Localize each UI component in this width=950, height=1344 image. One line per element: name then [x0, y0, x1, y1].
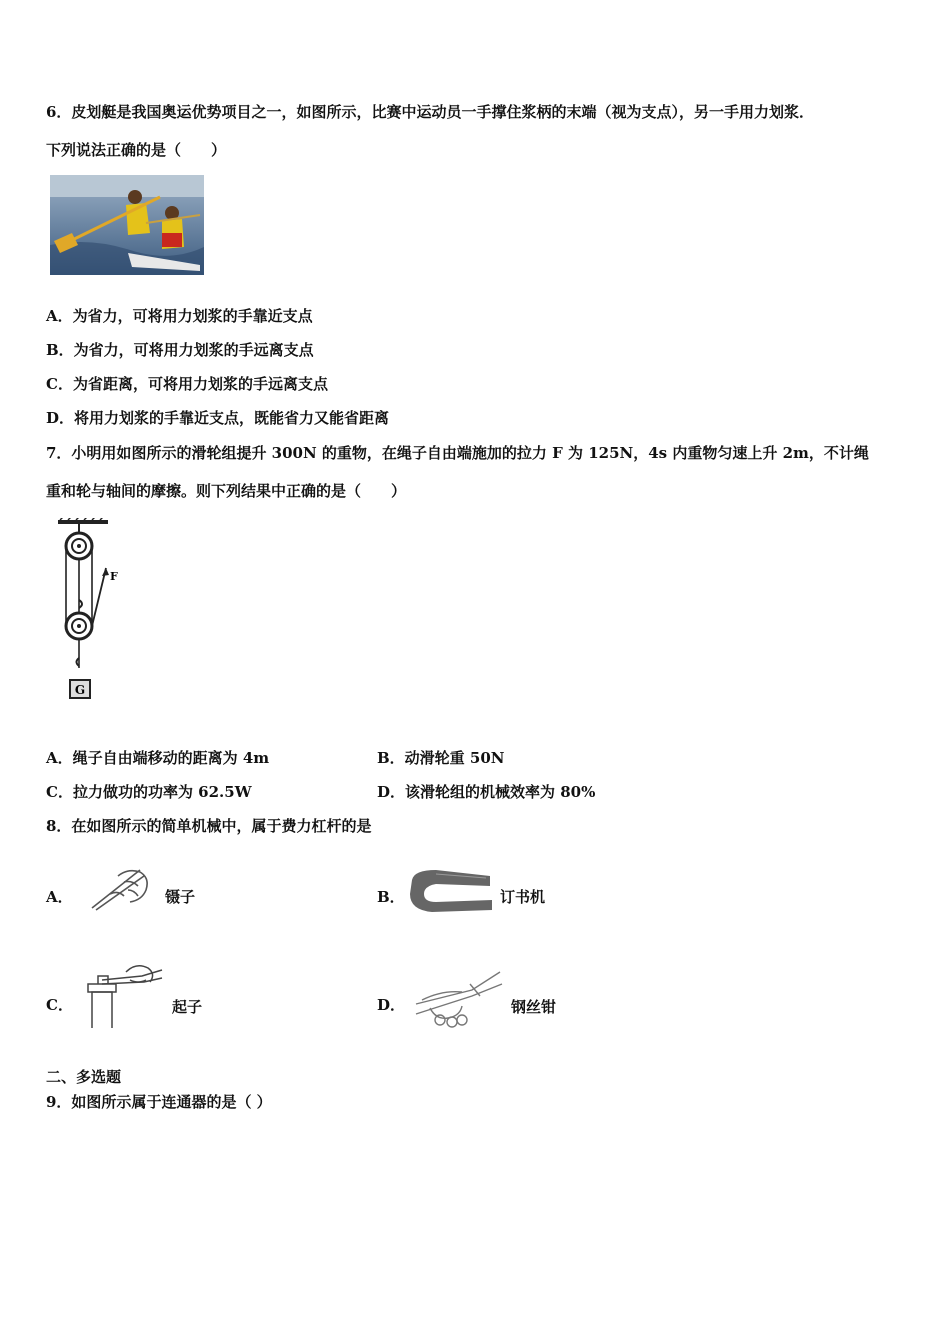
q7-option-c: C．拉力做功的功率为 62.5W: [46, 783, 252, 801]
q7-stem-line1: 7．小明用如图所示的滑轮组提升 300N 的重物，在绳子自由端施加的拉力 F 为 125N，4s 内重物匀速上升 2m，不计绳: [46, 444, 869, 462]
q7-option-a: A．绳子自由端移动的距离为 4m: [46, 749, 270, 767]
q8-option-a-caption: 镊子: [165, 888, 196, 906]
q6-stem-line2: 下列说法正确的是（ ）: [46, 141, 227, 159]
pliers-image: [410, 964, 506, 1034]
weight-label: G: [74, 683, 86, 697]
q7-option-b: B．动滑轮重 50N: [377, 749, 505, 767]
pulley-diagram: [50, 518, 130, 704]
q8-option-c-caption: 起子: [172, 998, 203, 1016]
kayak-photo: [50, 175, 204, 275]
q6-option-b: B．为省力，可将用力划浆的手远离支点: [46, 341, 314, 359]
section-title: 二、多选题: [46, 1068, 122, 1086]
q6-option-c: C．为省距离，可将用力划浆的手远离支点: [46, 375, 328, 393]
q6-option-d: D．将用力划浆的手靠近支点，既能省力又能省距离: [46, 409, 390, 427]
q8-option-d-letter: D．: [377, 996, 406, 1014]
q8-option-d-caption: 钢丝钳: [511, 998, 557, 1016]
q6-stem-line1: 6．皮划艇是我国奥运优势项目之一，如图所示，比赛中运动员一手撑住浆柄的末端（视为支点），另一手用力划浆．: [46, 103, 814, 121]
q8-option-a-letter: A．: [46, 888, 73, 906]
tweezers-image: [88, 856, 158, 916]
q8-option-b-caption: 订书机: [500, 888, 546, 906]
q6-option-a: A．为省力，可将用力划浆的手靠近支点: [46, 307, 313, 325]
q7-option-d: D．该滑轮组的机械效率为 80%: [377, 783, 596, 801]
q8-option-c-letter: C．: [46, 996, 73, 1014]
q8-option-b-letter: B．: [377, 888, 405, 906]
q7-stem-line2: 重和轮与轴间的摩擦。则下列结果中正确的是（ ）: [46, 482, 407, 500]
force-label: F: [110, 570, 118, 583]
q8-stem: 8．在如图所示的简单机械中，属于费力杠杆的是: [46, 817, 372, 835]
bottle-opener-image: [82, 962, 166, 1030]
q9-stem: 9．如图所示属于连通器的是（ ）: [46, 1093, 272, 1111]
stapler-image: [406, 866, 496, 916]
